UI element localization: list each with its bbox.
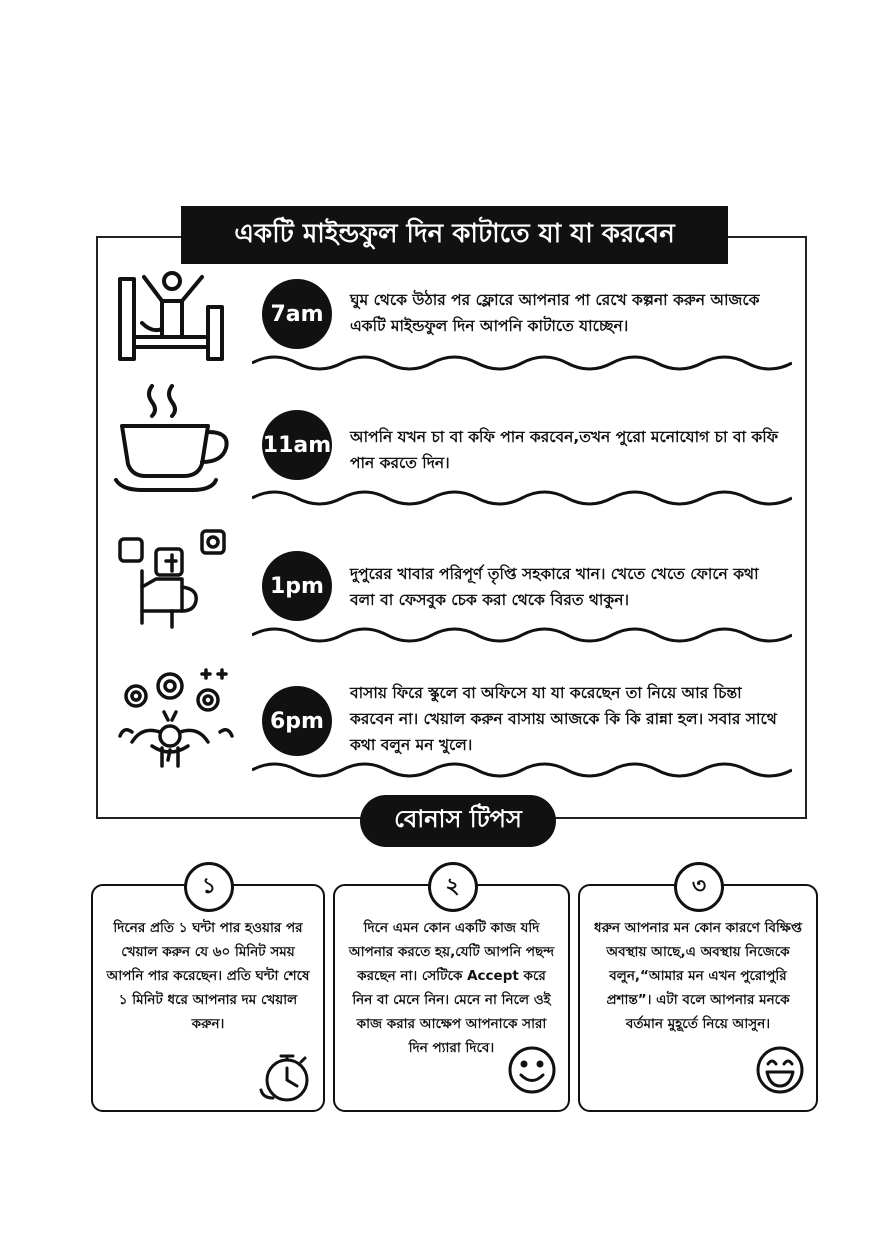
time-badge: 7am [262, 279, 332, 349]
wave-divider [252, 623, 792, 647]
tip-text: ধরুন আপনার মন কোন কারণে বিক্ষিপ্ত অবস্থায় আছে,এ অবস্থায় নিজেকে বলুন,“আমার মন এখন পুরোপুরি প্রশান্ত”। এটা বলে আপনার মনকে বর্তমান মুহূর্তে নিয়ে আসুন। [594, 920, 802, 1032]
phone-social-media-icon [112, 527, 242, 637]
tip-number: ২ [428, 862, 478, 912]
schedule-row-11am [0, 380, 870, 510]
schedule-text: বাসায় ফিরে স্কুলে বা অফিসে যা যা করেছেন তা নিয়ে আর চিন্তা করবেন না। খেয়াল করুন বাসায় আজকে কি কি রান্না হল। সবার সাথে কথা বলুন মন খুলে। [350, 684, 777, 754]
stopwatch-icon [257, 1048, 313, 1104]
smiley-face-icon [504, 1042, 560, 1098]
wave-divider [252, 486, 792, 510]
relaxed-thinking-icon [112, 666, 242, 776]
schedule-row-6pm [0, 664, 870, 794]
time-badge: 6pm [262, 686, 332, 756]
page-title: একটি মাইন্ডফুল দিন কাটাতে যা যা করবেন [181, 206, 728, 264]
laughing-face-icon [752, 1042, 808, 1098]
schedule-text: দুপুরের খাবার পরিপূর্ণ তৃপ্তি সহকারে খান। খেতে খেতে ফোনে কথা বলা বা ফেসবুক চেক করা থেকে বিরত থাকুন। [350, 565, 759, 609]
schedule-text: আপনি যখন চা বা কফি পান করবেন,তখন পুরো মনোযোগ চা বা কফি পান করতে দিন। [350, 428, 779, 472]
coffee-cup-icon [112, 382, 242, 492]
time-badge: 1pm [262, 551, 332, 621]
wave-divider [252, 758, 792, 782]
tip-text: দিনে এমন কোন একটি কাজ যদি আপনার করতে হয়,যেটি আপনি পছন্দ করছেন না। সেটিকে Accept করে নিন বা মেনে নিন। মেনে না নিলে ওই কাজ করার আক্ষেপ আপনাকে সারা দিন প্যারা দিবে। [348, 920, 555, 1056]
bonus-tips-title: বোনাস টিপস [360, 795, 556, 847]
schedule-row-7am [0, 265, 870, 395]
tip-card-1 [91, 873, 325, 1112]
wake-up-stretch-icon [112, 267, 242, 377]
time-badge: 11am [262, 410, 332, 480]
tip-card-2 [333, 873, 570, 1112]
schedule-row-1pm [0, 525, 870, 655]
tip-text: দিনের প্রতি ১ ঘন্টা পার হওয়ার পর খেয়াল করুন যে ৬০ মিনিট সময় আপনি পার করেছেন। প্রতি ঘন্টা শেষে ১ মিনিট ধরে আপনার দম খেয়াল করুন। [106, 920, 310, 1032]
tip-number: ৩ [674, 862, 724, 912]
schedule-text: ঘুম থেকে উঠার পর ফ্লোরে আপনার পা রেখে কল্পনা করুন আজকে একটি মাইন্ডফুল দিন আপনি কাটাতে যাচ্ছেন। [350, 291, 760, 335]
wave-divider [252, 351, 792, 375]
tip-number: ১ [184, 862, 234, 912]
tip-card-3 [578, 873, 818, 1112]
